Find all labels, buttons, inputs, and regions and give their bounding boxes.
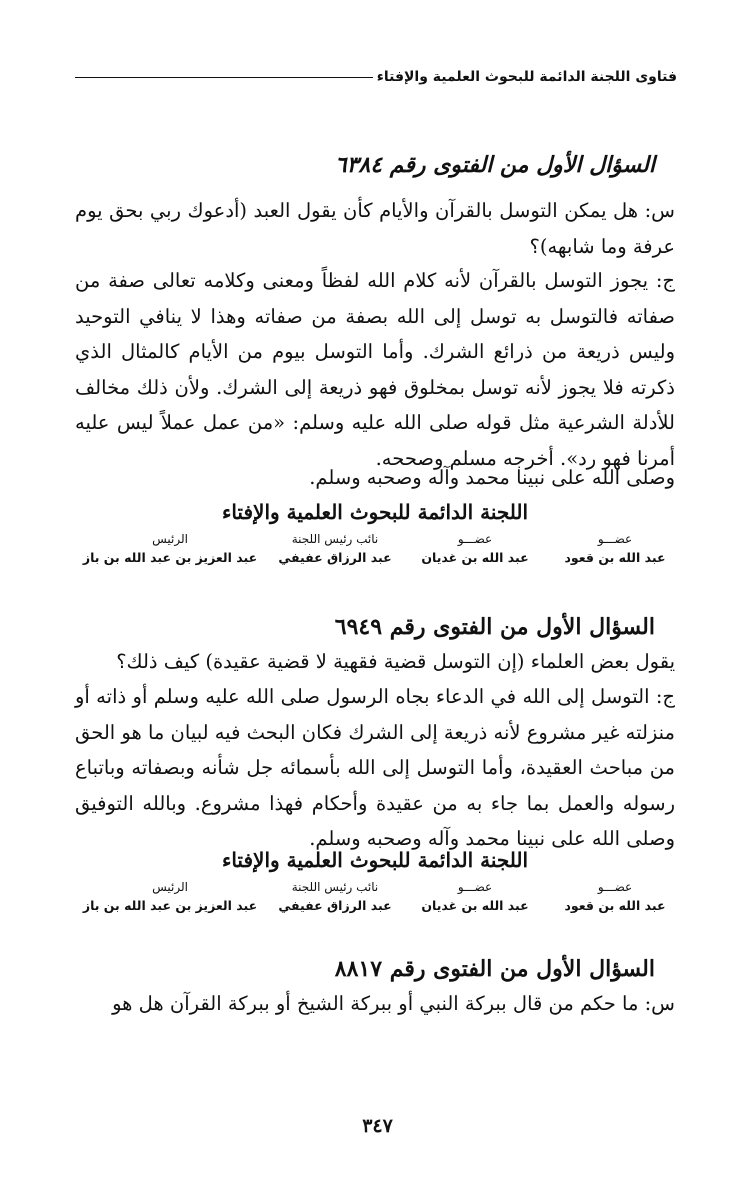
signature-name: عبد العزيز بن عبد الله بن باز	[82, 898, 258, 913]
signature-name: عبد الله بن قعود	[564, 550, 666, 565]
signature-member	[555, 880, 675, 913]
fatwa-answer: ج: يجوز التوسل بالقرآن لأنه كلام الله لفظاً ومعنى وكلامه تعالى صفة من صفاته فالتوسل به توسل إلى الله بصفة من صفاته وهذا لا ينافي التوحيد وليس ذريعة من ذرائع الشرك. وأما التوسل بيوم من الأيام كالمثال الذي ذكرته فلا يجوز لأنه توسل بمخلوق فهو ذريعة إلى الشرك. ولأن ذلك مخالف للأدلة الشرعية مثل قوله صلى الله عليه وسلم: «من عمل عملاً ليس عليه أمرنا فهو رد». أخرجه مسلم وصححه.	[75, 269, 675, 470]
header-title: فتاوى اللجنة الدائمة للبحوث العلمية والإفتاء	[376, 69, 677, 85]
signature-role: عضـــو	[597, 880, 633, 894]
signature-role: الرئيس	[152, 880, 188, 894]
fatwa-title: السؤال الأول من الفتوى رقم ٨٨١٧	[334, 956, 655, 982]
signature-row	[75, 532, 675, 578]
committee-name: اللجنة الدائمة للبحوث العلمية والإفتاء	[221, 848, 529, 872]
fatwa-title: السؤال الأول من الفتوى رقم ٦٣٨٤	[334, 152, 655, 178]
signature-name: عبد الرزاق عفيفي	[278, 550, 392, 565]
signature-name: عبد الرزاق عفيفي	[278, 898, 392, 913]
signature-name: عبد العزيز بن عبد الله بن باز	[82, 550, 258, 565]
signature-member	[75, 532, 265, 565]
fatwa-closing: وصلى الله على نبينا محمد وآله وصحبه وسلم.	[309, 466, 675, 489]
fatwa-question: يقول بعض العلماء (إن التوسل قضية فقهية لا قضية عقيدة) كيف ذلك؟	[116, 650, 675, 673]
signature-role: عضـــو	[457, 880, 493, 894]
fatwa-question: س: ما حكم من قال ببركة النبي أو ببركة الشيخ أو ببركة القرآن هل هو	[112, 992, 675, 1015]
signature-name: عبد الله بن قعود	[564, 898, 666, 913]
signature-name: عبد الله بن غديان	[421, 898, 529, 913]
page-number: ٣٤٧	[362, 1115, 393, 1137]
signature-row	[75, 880, 675, 926]
fatwa-answer: ج: التوسل إلى الله في الدعاء بجاه الرسول صلى الله عليه وسلم أو ذاته أو منزلته غير مشروع لأنه ذريعة إلى الشرك فكان البحث فيه لبيان ما هو الحق من مباحث العقيدة، وأما التوسل إلى الله بأسمائه جل شأنه وبصفاته وباتباع رسوله والعمل بما جاء به من عقيدة وأحكام فهذا مشروع. وبالله التوفيق وصلى الله على نبينا محمد وآله وصحبه وسلم.	[75, 685, 675, 850]
signature-member	[555, 532, 675, 565]
signature-role: نائب رئيس اللجنة	[291, 880, 379, 894]
signature-member	[415, 880, 535, 913]
signature-role: عضـــو	[457, 532, 493, 546]
signature-member	[415, 532, 535, 565]
fatwa-question: س: هل يمكن التوسل بالقرآن والأيام كأن يقول العبد (أدعوك ربي بحق يوم عرفة وما شابهه)؟	[75, 199, 675, 258]
signature-role: الرئيس	[152, 532, 188, 546]
header-rule	[75, 77, 373, 78]
signature-member	[275, 532, 395, 565]
committee-name: اللجنة الدائمة للبحوث العلمية والإفتاء	[221, 500, 529, 524]
signature-name: عبد الله بن غديان	[421, 550, 529, 565]
signature-role: عضـــو	[597, 532, 633, 546]
signature-role: نائب رئيس اللجنة	[291, 532, 379, 546]
signature-member	[275, 880, 395, 913]
signature-member	[75, 880, 265, 913]
fatwa-title: السؤال الأول من الفتوى رقم ٦٩٤٩	[334, 614, 655, 640]
running-header	[75, 64, 677, 90]
